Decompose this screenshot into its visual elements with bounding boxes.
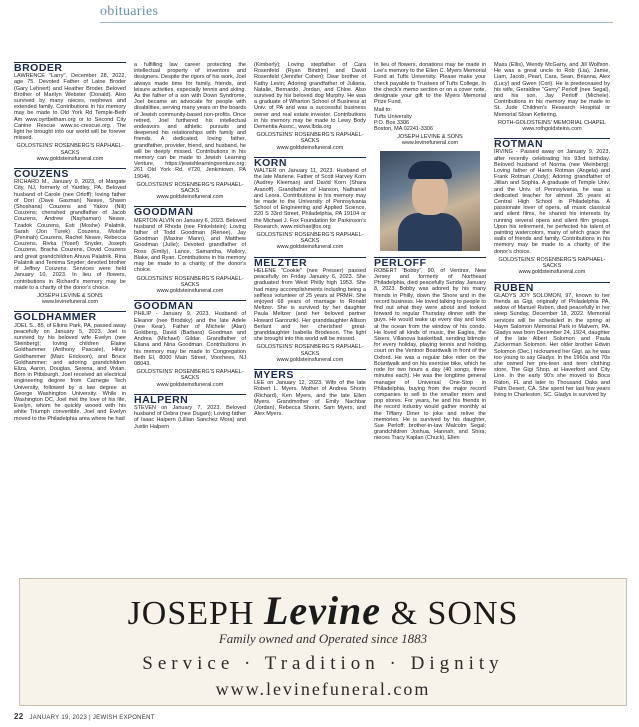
obit-name-rotman: ROTMAN (494, 138, 610, 147)
obit-body-couzens: RICHARD M., January 9, 2023, of Margate City, NJ, formerly of Yardley, PA. Beloved husband of Carole (nee Orloff); loving father of Dori (Dave Gasman) Neave, Shawn (Shoshana) Couzens and Yakov (Nili) Couzens; cherished grandfather of Jacob Couzens, Andrew (Nayhaman) Neave, Tzadok Couzens, Esti (Moshe) Palatnik, Sarah (Jon Turek) Couzens, Moishe (Peninah) Couzens, Rachel Neave, Rebecca Couzens, Rivka (Yosef) Snyder, Joseph Couzens, Bracha Couzens, Dovid Couzens and great grandchildren Ahuva Palatnik, Rina Palatnik and Temima Snyder; devoted brother of Jeffrey Couzens. Services were held January 10, 2023. In lieu of flowers, contributions in Richard's memory may be made to a charity of the donor's choice. (14, 179, 126, 291)
column-3 (254, 62, 366, 419)
obit-body-melzter: HELENE "Cookie" (nee Presser) passed peacefully on Friday January 6, 2023. She graduated from West Philly high 1953. She had many accomplishments including being a selfless volunteer of 25 years at PRMH. She enjoyed 68 years of marriage to Ronald Meltzer. She is survived by her daughter Paula Meltzer (and her beloved partner Howard Garonzik). Her granddaughter Allison Berlant and her cherished great-granddaughter Isabella Brodeson. The light she brought into this world will be missed. (254, 267, 366, 343)
funeral-home-url[interactable]: www.goldsteinsfuneral.com (518, 269, 586, 276)
obit-body-broder: LAWRENCE "Larry", December 28, 2022, age 75. Devoted Father of Laine Broder (Gary Lehnert) and Heather Broder. Beloved Brother of Marilyn Webster (Donald). Also survived by many nieces, nephews and extended family. Contributions in his memory may be made to Old York Rd Temple-Beth Am www.oyrtbetham.org or to Second City Canine Rescue www.sc-crescue.org. The light he brought into our world will be forever missed. (14, 73, 126, 142)
funeral-home-url[interactable]: www.goldsteinsfuneral.com (36, 155, 104, 162)
funeral-home: ROTH-GOLDSTEINS' MEMORIAL CHAPEL (497, 119, 607, 126)
funeral-home-url[interactable]: www.goldsteinsfuneral.com (156, 381, 224, 388)
column-4 (374, 62, 486, 444)
column-1 (14, 62, 126, 424)
obit-name-goodman-philip: GOODMAN (134, 300, 246, 309)
obit-body-rotman: IRVING - Passed away on January 9, 2023, after recently celebrating his 93rd birthday. Beloved husband of Norma (nee Weinberg); Loving father of Harris Rotman (Angela) and Frank Rotman (Jody); Adoring grandfather of Jillian and Sophia. A graduate of Temple Univ. and the Univ. of Pennsylvania, he was a dedicated teacher for almost 35 years at Central High School in Philadelphia. A passionate lover of opera, all music classical and silent films, he shared his interests by running several opera and silent film groups. Upon his retirement, he perfected his talent of painting watercolors, many of which grace the walls of friends and family. Contributions in his memory may be made to a charity of the donor's choice. (494, 149, 610, 255)
section-label: obituaries (100, 4, 159, 19)
obit-name-goldhammer: GOLDHAMMER (14, 311, 126, 320)
obit-name-broder: BRODER (14, 62, 126, 71)
page-footer (14, 712, 155, 721)
column-5 (494, 62, 610, 400)
funeral-home: JOSEPH LEVINE & SONS (397, 134, 463, 141)
obit-body-goodman-philip: PHILIP - January 9, 2023. Husband of Eleanor (nee Brodsky) and the late Adele (nee Kear). Father of Michele (Alan) Goldberg, David (Barbara) Goodman and Andrea (Michael) Gildar. Grandfather of Eliana and Nina Goodman. Contributions in his memory may be made to Congregation Beth El, 8000 Main Street, Voorhees, NJ 08043. (134, 311, 246, 367)
section-rule (100, 22, 613, 23)
obit-body-halpern-cont: (Kimberly); Loving stepfather of Cara Rosenfeld (Ryan Bindrim) and David Rosenfeld (Jennifer Cohen); Dear brother of Kathy Levin; Adoring grandfather of Juliana, Natalie, Bernardo, Jordan, and Chloe. Also survived by his beloved dog Murphy. He was a graduate of Wharton School of Business at Univ. of PA and was a successful business owner and real estate investor. Contributions in his memory may be made to Lewy Body Dementia Assoc., www.lbda.org (254, 62, 366, 131)
page-number: 22 (14, 712, 24, 721)
funeral-home-url[interactable]: www.levinefuneral.com (401, 140, 459, 147)
funeral-home: GOLDSTEINS' ROSENBERG'S RAPHAEL-SACKS (256, 344, 364, 357)
mail-label: Mail to: (374, 107, 392, 114)
obit-name-myers: MYERS (254, 369, 366, 378)
obit-body-myers-cont: In lieu of flowers, donations may be made in Lee's memory to the Ellen C. Myers Memorial Fund at Tufts University. Please make your check payable to Trustees of Tufts College. In the check's memo section or on a cover note, designate your gift to the Myers Memorial Prize Fund. (374, 62, 486, 106)
obit-name-perloff: PERLOFF (374, 257, 486, 266)
obit-name-ruben: RUBEN (494, 282, 610, 291)
obit-name-couzens: COUZENS (14, 168, 126, 177)
obit-body-goldhammer-cont: a fulfilling law career protecting the intellectual property of inventors and designers. Despite the rigors of his work, Joel always made time for family, friends, and leisure activities, especially tennis and skiing. As the father of a son with Down Syndrome, Joel became an advocate for people with disabilities, serving many years on the boards of Jewish community-based non-profits. Once retired, Joel furthered his intellectual endeavors and athletic pursuits and deepened his relationships with family and friends. A dedicated, loving father, grandfather, provider, friend, and husband, he will be deeply missed. Contributions in his memory can be made to Jewish Learning Venture, https://jewishlearningventure.org; 261 Old York Rd. #720, Jenkintown, PA 19046. (134, 62, 246, 180)
obit-body-ruben: GLADYS JOY SOLOMON, 97, known to her friends as Gigi, originally of Philadelphia PA, widow of Manuel Ruben, died peacefully in her sleep Sunday, December 18, 2022. Memorial services will be scheduled in the spring at Haym Salomon Memorial Park in Malvern, PA. Gladys was born December 24, 1924, daughter of the late Albert Solomon and Paula Zuckerman Solomon. Her older brother Edwin Solomon (Dec.) nicknamed her Gigi, as he was too young to say Gladys. In the 1960s and 70s she owned her pre-teen and teen clothing store, The Gigi Shop, at Haverford and City Line. In the early 90's she moved to Boca Raton, FL and later to Thousand Oaks and Palm Desert, CA. She spent her last few years living in Charleston, SC. Gladys is survived by (494, 292, 610, 398)
obit-name-goodman-merton: GOODMAN (134, 206, 246, 215)
funeral-home-url[interactable]: www.goldsteinsfuneral.com (156, 287, 224, 294)
ad-motto: Service · Tradition · Dignity (142, 653, 504, 674)
obit-body-goldhammer: JOEL S., 85, of Elkins Park, PA, passed away peacefully on January 5, 2023. Joel is survived by his beloved wife Evelyn (nee Steinberg); loving children Elaine Goldhammer (Anthony Pascale), Hilary Goldhammer (Marc Erickson), and Bruce Goldhammer; and adoring grandchildren Eliza, Aaron, Douglas, Serena, and Vivian. Born in Pittsburgh, Joel received an electrical engineering degree from Carnegie Tech University, followed by a law degree at George Washington University. While in Washington DC, Joel met the love of his life, Evelyn, whom he quickly wooed with his white Triumph convertible. Joel and Evelyn moved to the Philadelphia area where he had (14, 322, 126, 422)
obit-body-halpern: STEVEN on January 7, 2023. Beloved husband of Debra (nee Dugan); Loving father of Isaac Halpern (Lillian Sanchez Mora) and Justin Halpern (134, 404, 246, 430)
funeral-home-url[interactable]: www.rothgoldsteins.com (522, 126, 582, 133)
ad-logo: JOSEPH Levine & SONS (127, 588, 519, 633)
obit-name-melzter: MELZTER (254, 257, 366, 266)
portrait-photo (380, 151, 480, 251)
funeral-home: GOLDSTEINS' ROSENBERG'S RAPHAEL-SACKS (136, 181, 244, 195)
funeral-home: GOLDSTEINS' ROSENBERG'S RAPHAEL-SACKS (498, 256, 606, 270)
funeral-home-url[interactable]: www.goldsteinsfuneral.com (276, 144, 344, 151)
funeral-home-url[interactable]: www.goldsteinsfuneral.com (276, 356, 344, 363)
funeral-home: GOLDSTEINS' ROSENBERG'S RAPHAEL-SACKS (16, 143, 124, 156)
funeral-home: GOLDSTEINS' ROSENBERG'S RAPHAEL-SACKS (136, 275, 244, 288)
obit-body-myers: LEE on January 12, 2023. Wife of the late Robert L. Myers. Mother of Andrea Shorin (Richard), Ken Myers, and the late Ellen Myers. Grandmother of Emily Nachbar (Jordan), Rebecca Shorin, Sam Myers, and Alex Myers. (254, 380, 366, 418)
funeral-home: GOLDSTEINS' ROSENBERG'S RAPHAEL-SACKS (136, 369, 244, 382)
ad-tagline: Family owned and Operated since 1883 (218, 631, 428, 646)
obit-name-halpern: HALPERN (134, 394, 246, 403)
column-2 (134, 62, 246, 432)
mail-address-line: Tufts University (374, 113, 412, 120)
obit-body-goodman-merton: MERTON ALVIN on January 6, 2023. Beloved husband of Rhoda (nee Finkelstein); Loving father of Todd Goodman (Renee), Jay Goodman (Maxine Mann), and Matthew Goodman (Julie); Devoted grandfather of Ross (Emily), Lance, Samantha, Mallory, Blake, and Ryan. Contributions in his memory may be made to a charity of the donor's choice. (134, 217, 246, 274)
funeral-home: JOSEPH LEVINE & SONS (37, 292, 103, 299)
obit-name-korn: KORN (254, 157, 366, 166)
funeral-home-url[interactable]: www.goldsteinsfuneral.com (156, 194, 224, 201)
mail-address-line: P.O. Box 3306 (374, 119, 410, 126)
funeral-home-url[interactable]: www.levinefuneral.com (41, 299, 99, 306)
obit-body-perloff: ROBERT "Bobby", 90, of Ventnor, New Jersey and formerly of Northeast Philadelphia, died peacefully Sunday January 8, 2023. Bobby was adored by his many friends in Philly, down the Shore and in the record business. He loved talking to people to find out what they were about and looked forward to regular Thursday dinner with the guys. He would wake up every day and look at the ocean from the window of his condo. He loved all kinds of music, the Eagles, the Sixers, Villanova basketball, sending bitmojis for every holiday, playing tennis and holding court on the Ventnor Boardwalk in front of the Oxford. He was a regular bike rider on the Boardwalk and on his exercise bike, which he rode for two hours a day (40 songs, three minutes each). He was the longtime general manager of Universal One-Stop in Philadelphia, buying from the major record companies to sell to the smaller mom and pop stores. For years, he and his friends in the record industry would gather monthly at the Tiffany Diner to joke and relive the memories. He is survived by his daughter, Sue Perloff; brother-in-law Malcolm Segal; grandchildren Joshua, Hannah, and Shira; nieces Tracy Kaplan (Chuck), Ellen (374, 267, 486, 442)
funeral-home-url[interactable]: www.goldsteinsfuneral.com (276, 244, 344, 251)
issue-info: JANUARY 19, 2023 | JEWISH EXPONENT (29, 715, 155, 721)
obit-body-perloff-cont: Mass (Ellis), Wendy McGarry, and Jill Wolfson. He was a great uncle to Rob (Lia), Jamie, Liam, Jacob, Pearl, Cara, Sean, Brianna, Alex (Lucy) and Gwen (Cori). He is predeceased by his wife, Geraldine "Gerry" Perloff (nee Segal), and his son, Jay Perloff (Michele). Contributions in his memory may be made to St. Jude Children's Research Hospital or Memorial Sloan Kettering. (494, 62, 610, 118)
funeral-home: GOLDSTEINS' ROSENBERG'S RAPHAEL-SACKS (256, 132, 364, 145)
funeral-home: GOLDSTEINS' ROSENBERG'S RAPHAEL-SACKS (256, 232, 364, 245)
obit-body-korn: WALTER on January 11, 2023. Husband of the late Marlene. Father of Scott Harvey Korn (Audrey Kleeman) and David Korn (Shara Aranoff). Grandfather of Hanson, Nathaniel and Leora. Contributions in his memory may be made to the University of Pennsylvania School of Engineering and Applied Science, 220 S 33rd Street, Philadelphia, PA 19104 or the Michael J. Fox Foundation for Parkinson's Research, www.michaeljfox.org (254, 168, 366, 230)
mail-address-line: Boston, MA 02241-3306 (374, 126, 434, 133)
funeral-home-advertisement[interactable] (19, 578, 627, 706)
ad-url[interactable]: www.levinefuneral.com (215, 679, 431, 699)
